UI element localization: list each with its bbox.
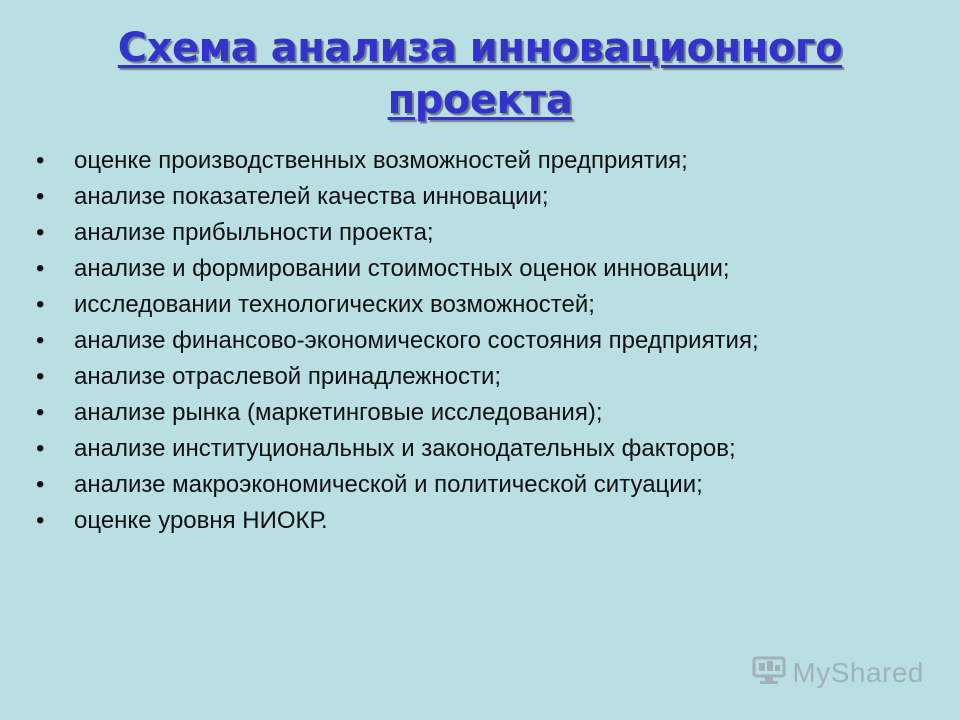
list-item-text: анализе рынка (маркетинговые исследования); xyxy=(74,399,603,426)
list-item xyxy=(30,400,930,426)
list-item xyxy=(30,364,930,390)
list-item-text: исследовании технологических возможностей; xyxy=(74,291,595,318)
list-item-text: анализе макроэкономической и политической ситуации; xyxy=(74,471,703,498)
list-item-text: анализе показателей качества инновации; xyxy=(74,183,549,210)
watermark-text: MyShared xyxy=(792,656,924,688)
list-item xyxy=(30,472,930,498)
list-item-text: анализе и формировании стоимостных оценок инновации; xyxy=(74,255,730,282)
bullet-icon: • xyxy=(36,399,45,426)
list-item-text: анализе институциональных и законодательных факторов; xyxy=(74,435,736,462)
list-item-text: оценке уровня НИОКР. xyxy=(74,507,328,534)
list-item xyxy=(30,328,930,354)
list-item-text: оценке производственных возможностей предприятия; xyxy=(74,147,688,174)
monitor-icon xyxy=(752,655,786,690)
list-item-text: анализе прибыльности проекта; xyxy=(74,219,434,246)
slide-title: Схема анализа инновационного проекта xyxy=(117,25,843,123)
list-item xyxy=(30,148,930,174)
bullet-icon: • xyxy=(36,291,45,318)
bullet-icon: • xyxy=(36,471,45,498)
list-item xyxy=(30,184,930,210)
bullet-icon: • xyxy=(36,327,45,354)
list-item xyxy=(30,256,930,282)
bullet-icon: • xyxy=(36,363,45,390)
list-item-text: анализе отраслевой принадлежности; xyxy=(74,363,502,390)
list-item xyxy=(30,220,930,246)
list-item xyxy=(30,508,930,534)
bullet-icon: • xyxy=(36,255,45,282)
bullet-icon: • xyxy=(36,183,45,210)
bullet-icon: • xyxy=(36,435,45,462)
list-item xyxy=(30,292,930,318)
bullet-icon: • xyxy=(36,507,45,534)
bullet-list xyxy=(30,148,930,544)
watermark xyxy=(752,655,924,690)
list-item-text: анализе финансово-экономического состояния предприятия; xyxy=(74,327,759,354)
bullet-icon: • xyxy=(36,147,45,174)
list-item xyxy=(30,436,930,462)
bullet-icon: • xyxy=(36,219,45,246)
